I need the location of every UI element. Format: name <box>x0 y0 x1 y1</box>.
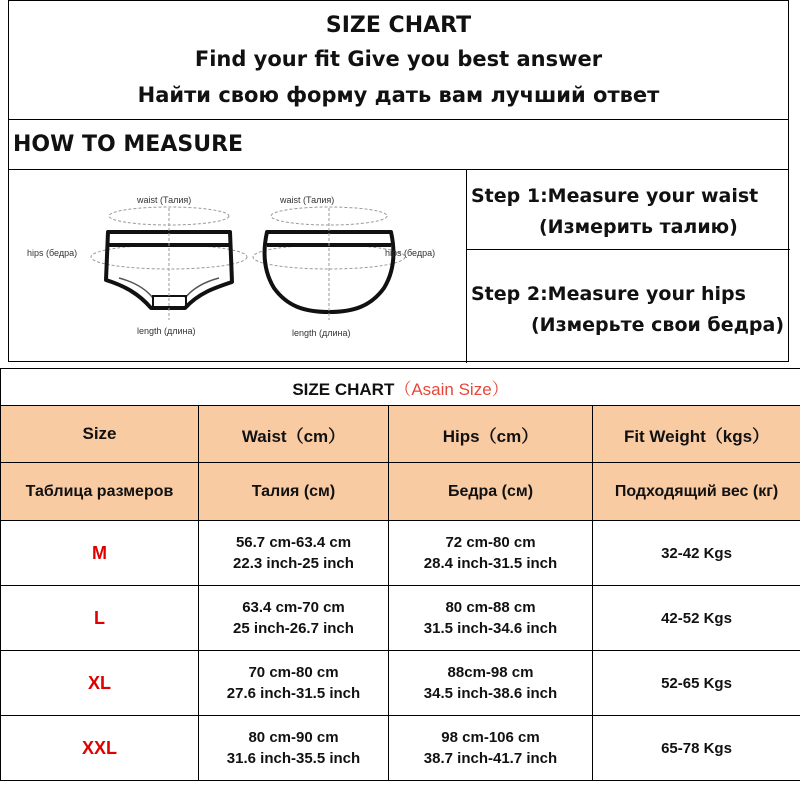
waist-inch: 25 inch-26.7 inch <box>233 620 354 637</box>
how-to-measure-row <box>9 120 788 170</box>
step-2-subtitle: (Измерьте свои бедра) <box>531 314 785 336</box>
header-waist-ru: Талия (см) <box>199 463 389 521</box>
table-row <box>1 651 800 716</box>
measure-steps <box>466 170 790 363</box>
table-caption-note: （Asain Size） <box>394 379 509 399</box>
header-waist: Waist（cm） <box>199 406 389 463</box>
hips-cm: 88cm-98 cm <box>447 664 534 681</box>
waist-inch: 22.3 inch-25 inch <box>233 555 354 572</box>
hips-inch: 34.5 inch-38.6 inch <box>423 685 558 702</box>
chart-header <box>9 1 788 120</box>
brief-back-drawing <box>253 195 435 338</box>
hips-inch: 28.4 inch-31.5 inch <box>423 555 558 572</box>
waist-cell <box>199 586 389 651</box>
hips-cell <box>389 521 593 586</box>
hips-cm: 72 cm-80 cm <box>445 534 536 551</box>
weight-cell: 42-52 Kgs <box>593 586 800 651</box>
weight-cell: 65-78 Kgs <box>593 716 800 781</box>
step-1-subtitle: (Измерить талию) <box>539 216 738 238</box>
table-row <box>1 521 800 586</box>
step-2-title: Step 2:Measure your hips <box>471 283 746 305</box>
hips-cm: 80 cm-88 cm <box>445 599 536 616</box>
waist-inch: 31.6 inch-35.5 inch <box>226 750 361 767</box>
table-caption <box>1 369 800 406</box>
waist-cm: 56.7 cm-63.4 cm <box>235 534 352 551</box>
table-header-row-en <box>1 406 800 463</box>
size-cell: L <box>1 586 199 651</box>
panties-diagram <box>9 170 466 363</box>
weight-cell: 32-42 Kgs <box>593 521 800 586</box>
waist-cell <box>199 521 389 586</box>
waist-cm: 70 cm-80 cm <box>248 664 339 681</box>
step-2 <box>467 250 790 363</box>
waist-cell <box>199 716 389 781</box>
size-cell: XL <box>1 651 199 716</box>
hips-inch: 38.7 inch-41.7 inch <box>423 750 558 767</box>
measurement-figure <box>9 170 466 363</box>
chart-subtitle-en: Find your fit Give you best answer <box>194 47 603 71</box>
step-1-title: Step 1:Measure your waist <box>471 185 759 207</box>
header-hips: Hips（cm） <box>389 406 593 463</box>
weight-cell: 52-65 Kgs <box>593 651 800 716</box>
hips-cell <box>389 586 593 651</box>
chart-subtitle-ru: Найти свою форму дать вам лучший ответ <box>137 83 660 107</box>
how-to-measure-title: HOW TO MEASURE <box>13 132 244 157</box>
size-chart-table <box>0 368 800 781</box>
header-weight-ru: Подходящий вес (кг) <box>593 463 800 521</box>
length-label-back: length (длина) <box>292 328 351 338</box>
brief-front-drawing <box>27 195 247 336</box>
size-cell: XXL <box>1 716 199 781</box>
table-row <box>1 586 800 651</box>
header-weight: Fit Weight（kgs） <box>593 406 800 463</box>
table-caption-text: SIZE CHART <box>292 379 395 399</box>
waist-cm: 80 cm-90 cm <box>248 729 339 746</box>
hips-cm: 98 cm-106 cm <box>441 729 540 746</box>
length-label-front: length (длина) <box>137 326 196 336</box>
header-size: Size <box>1 406 199 463</box>
hips-cell <box>389 651 593 716</box>
waist-label-back: waist (Талия) <box>280 195 335 205</box>
hips-cell <box>389 716 593 781</box>
step-1 <box>467 170 790 250</box>
hips-label-front: hips (бедра) <box>27 248 78 258</box>
table-row <box>1 716 800 781</box>
header-hips-ru: Бедра (см) <box>389 463 593 521</box>
waist-cell <box>199 651 389 716</box>
waist-label-front: waist (Талия) <box>137 195 192 205</box>
hips-label-back: hips (бедра) <box>385 248 436 258</box>
header-size-ru: Таблица размеров <box>1 463 199 521</box>
measure-guide-panel <box>8 0 789 362</box>
waist-inch: 27.6 inch-31.5 inch <box>226 685 361 702</box>
hips-inch: 31.5 inch-34.6 inch <box>423 620 558 637</box>
table-header-row-ru <box>1 463 800 521</box>
waist-cm: 63.4 cm-70 cm <box>242 599 345 616</box>
chart-title: SIZE CHART <box>325 13 472 38</box>
size-cell: M <box>1 521 199 586</box>
